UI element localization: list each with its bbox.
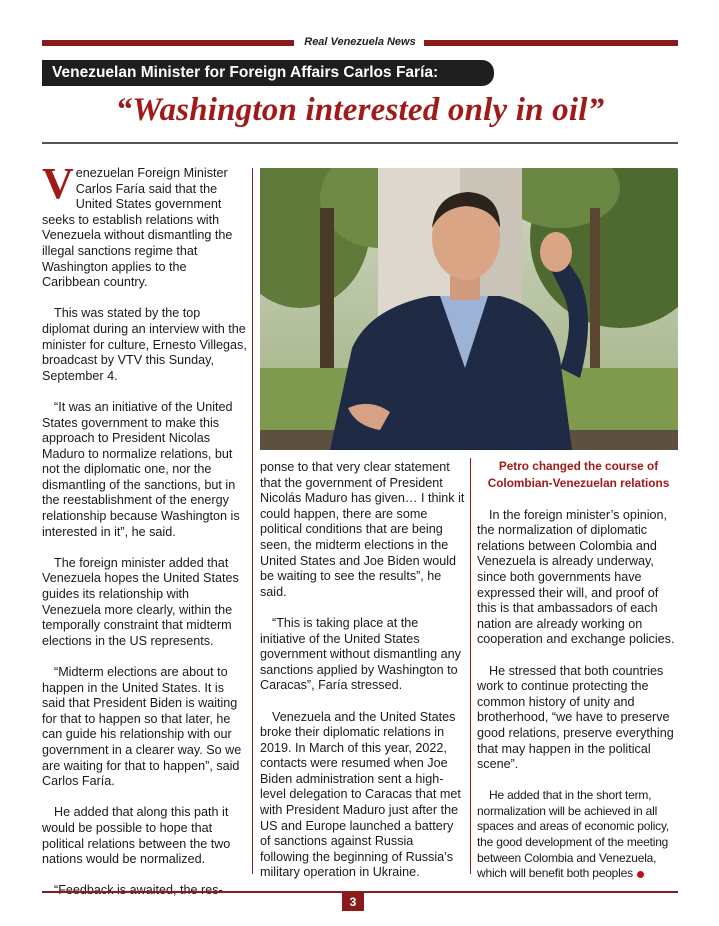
paragraph: “This is taking place at the initiative of the United States government without dismantling any sanctions applied by Washington to Caracas”, Faría stressed. [260,615,461,693]
minister-photo [260,168,678,450]
section-subhead: Petro changed the course of Colombian-Venezuelan relations [487,459,670,490]
column-divider [470,458,471,874]
paragraph: This was stated by the top diplomat during an interview with the minister for culture, Ernesto Villegas, broadcast by VTV this Sunday, September 4. [42,306,247,383]
article-column-3 [477,458,680,882]
paragraph: Venezuela and the United States broke their diplomatic relations in 2019. In March of this year, 2022, contacts were resumed when Joe Biden administration sent a high-level delegation to Caracas that met with President Maduro just after the US and Europe launched a battery of sanctions against Russia following the beginning of Russia’s military operation in Ukraine. [260,709,461,880]
end-mark-icon [637,871,644,878]
article-column-1 [42,159,247,899]
kicker-banner: Venezuelan Minister for Foreign Affairs Carlos Faría: [42,60,494,86]
paragraph: “Midterm elections are about to happen in the United States. It is said that President Biden is waiting for that to happen so that later, he can guide his relationship with our government in a clearer way. So we are waiting for that to happen”, said Carlos Faría. [42,665,242,789]
paragraph: The foreign minister added that Venezuela hopes the United States guides its relationship with Venezuela more clearly, within the temporally constraint that midterm elections in the US represents. [42,555,239,648]
paragraph: He added that in the short term, normalization will be achieved in all spaces and areas of economic policy, the good development of the meeting between Colombia and Venezuela, which will benefit both peoples [477,788,670,881]
column-divider [252,168,253,874]
publication-name: Real Venezuela News [304,36,416,48]
headline: “Washington interested only in oil” [115,92,605,128]
photo-illustration [260,168,678,450]
paragraph: He stressed that both countries work to continue protecting the common history of unity and brotherhood, “we have to preserve good relations, preserve everything that may happen in the political scene”. [477,663,674,772]
headline-rule [42,142,678,144]
paragraph: “It was an initiative of the United States government to make this approach to President Nicolas Maduro to normalize relations, but not the diplomatic one, nor the dismantling of the sanctions, but in the reestablishment of the energy relationship because Washington is interested in it”, he said. [42,399,240,539]
paragraph: In the foreign minister’s opinion, the normalization of diplomatic relations between Colombia and Venezuela is already underway, since both governments have expressed their will, and proof of this is that ambassadors of each nation are already working on cooperation and exchange policies. [477,507,675,647]
paragraph: He added that along this path it would be possible to hope that political relations between the two nations would be normalized. [42,805,231,867]
paragraph: Venezuelan Foreign Minister Carlos Faría said that the United States government seeks to establish relations with Venezuela without dismantling the illegal sanctions regime that Washington applies to the Caribbean country. [42,159,233,290]
paragraph: ponse to that very clear statement that the government of President Nicolás Maduro has given… I think it could happen, there are some political conditions that are being seen, the midterm elections in the United States and Joe Biden would be waiting to see the results”, he said. [260,460,465,599]
page-number: 3 [342,893,364,911]
article-column-2 [260,460,465,881]
drop-cap: V [42,159,74,208]
header-rule-left [42,40,294,46]
header-rule-right [424,40,678,46]
